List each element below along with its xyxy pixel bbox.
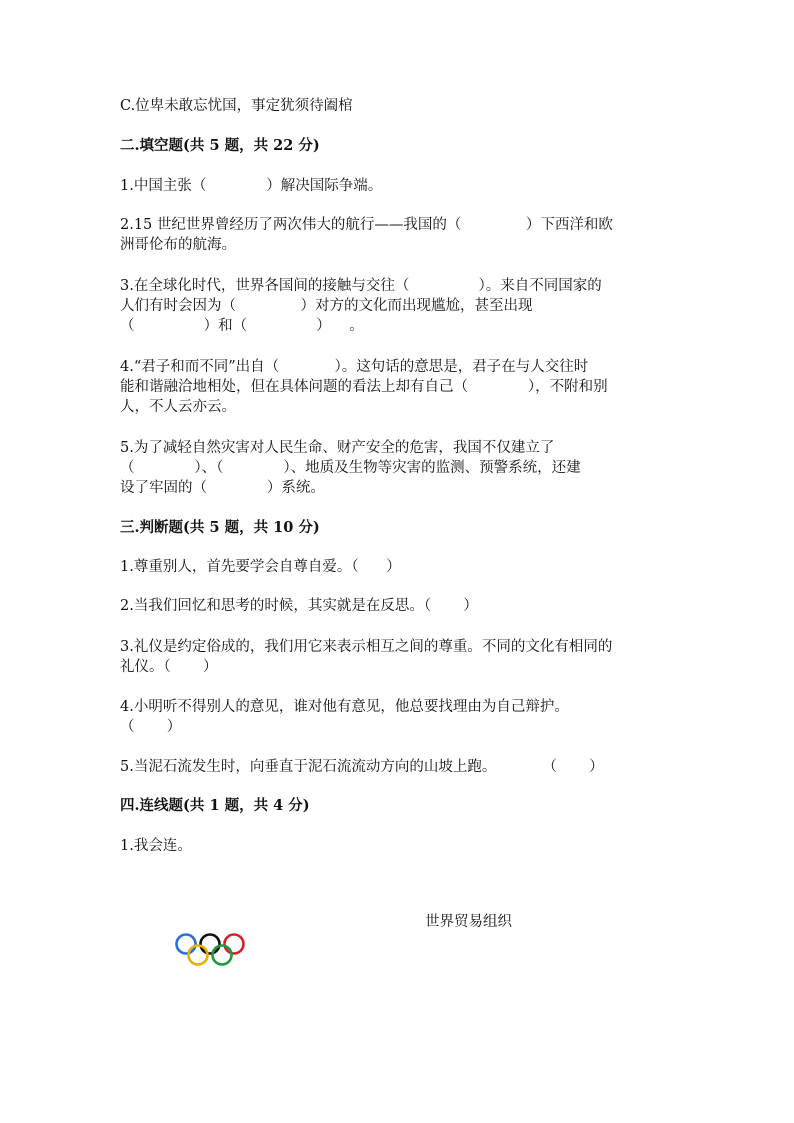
ring-black: [201, 935, 220, 954]
fill-q2-line1: 2.15 世纪世界曾经历了两次伟大的航行——我国的（ ）下西洋和欧: [120, 217, 613, 233]
fill-q4-line2: 能和谐融洽地相处，但在具体问题的看法上却有自己（ ），不附和别: [120, 379, 608, 395]
wto-label: 世界贸易组织: [425, 914, 512, 930]
ring-yellow: [189, 946, 208, 965]
fill-q3-line3: （ ）和（ ） 。: [120, 318, 364, 334]
fill-q4-line3: 人，不人云亦云。: [120, 399, 236, 415]
fill-q3-line2: 人们有时会因为（ ）对方的文化而出现尴尬，甚至出现: [120, 298, 533, 314]
fill-q5-line1: 5.为了减轻自然灾害对人民生命、财产安全的危害，我国不仅建立了: [120, 440, 555, 456]
ring-red: [225, 935, 244, 954]
fill-q3-line1: 3.在全球化时代，世界各国间的接触与交往（ ）。来自不同国家的: [120, 278, 602, 294]
judge-q3-line1: 3.礼仪是约定俗成的，我们用它来表示相互之间的尊重。不同的文化有相同的: [120, 639, 613, 655]
section-3-heading: 三.判断题(共 5 题，共 10 分): [120, 519, 320, 536]
fill-q1: 1.中国主张（ ）解决国际争端。: [120, 178, 383, 194]
fill-q5-line3: 设了牢固的（ ）系统。: [120, 480, 325, 496]
fill-q2-line2: 洲哥伦布的航海。: [120, 237, 236, 253]
judge-q5: 5.当泥石流发生时，向垂直于泥石流流动方向的山坡上跑。 （ ）: [120, 759, 604, 775]
section-4-heading: 四.连线题(共 1 题，共 4 分): [120, 797, 310, 814]
judge-q4-line2: （ ）: [120, 719, 182, 735]
judge-q2: 2.当我们回忆和思考的时候，其实就是在反思。（ ）: [120, 598, 478, 614]
judge-q1: 1.尊重别人，首先要学会自尊自爱。（ ）: [120, 559, 401, 575]
previous-option-c: C.位卑未敢忘忧国，事定犹须待阖棺: [120, 98, 353, 114]
fill-q5-line2: （ ）、（ ）、地质及生物等灾害的监测、预警系统，还建: [120, 460, 581, 476]
judge-q3-line2: 礼仪。（ ）: [120, 659, 218, 675]
ring-green: [213, 946, 232, 965]
judge-q4-line1: 4.小明听不得别人的意见，谁对他有意见，他总要找理由为自己辩护。: [120, 699, 569, 715]
fill-q4-line1: 4.“君子和而不同”出自（ ）。这句话的意思是，君子在与人交往时: [120, 359, 589, 375]
match-q1: 1.我会连。: [120, 838, 192, 854]
section-2-heading: 二.填空题(共 5 题，共 22 分): [120, 137, 320, 154]
olympic-rings-icon: [174, 932, 248, 968]
ring-blue: [177, 935, 196, 954]
